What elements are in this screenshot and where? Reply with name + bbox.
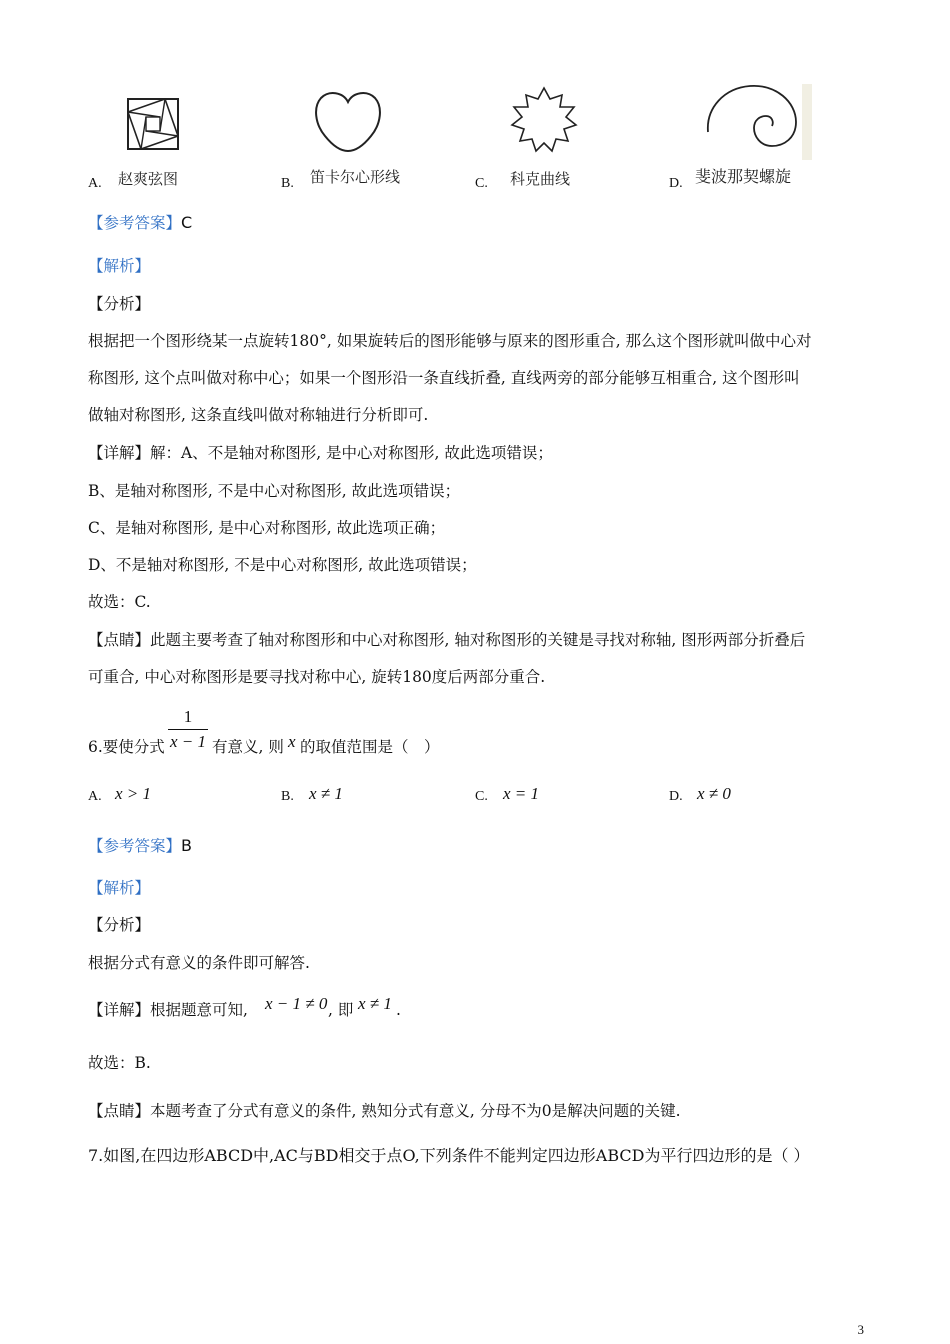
- q5-dianjing-line-2: 可重合, 中心对称图形是要寻找对称中心, 旋转180度后两部分重合.: [88, 668, 546, 686]
- fraction-denominator: x − 1: [169, 732, 207, 751]
- page-number: 3: [857, 1322, 864, 1337]
- answer-label: 【参考答案】: [88, 214, 182, 232]
- q6-option-c-expr: x = 1: [503, 784, 540, 803]
- q6-jiexi: 【解析】: [88, 879, 151, 897]
- answer-value: C: [181, 213, 193, 232]
- q6-detail-expr-1: x − 1 ≠ 0: [265, 994, 328, 1013]
- fraction-numerator: 1: [183, 707, 193, 726]
- q6-option-b-expr: x ≠ 1: [309, 784, 343, 803]
- q6-option-b-letter: B.: [281, 789, 294, 804]
- q5-detail-line-4: D、不是轴对称图形, 不是中心对称图形, 故此选项错误；: [88, 556, 477, 574]
- q6-option-d-expr: x ≠ 0: [697, 784, 731, 803]
- q6-stem-suffix: 的取值范围是（ ）: [300, 738, 440, 756]
- q6-stem-prefix: 6.要使分式: [88, 738, 165, 756]
- q6-stem-var: x: [288, 732, 296, 751]
- q6-option-a-expr: x > 1: [115, 784, 152, 803]
- q5-answer: [88, 213, 192, 233]
- figure-fibonacci-spiral: [698, 80, 812, 160]
- q6-fraction: [168, 707, 208, 752]
- q5-detail-line-3: C、是轴对称图形, 是中心对称图形, 故此选项正确；: [88, 519, 446, 537]
- answer-value: B: [181, 836, 192, 855]
- q5-fenxi-line-3: 做轴对称图形, 这条直线叫做对称轴进行分析即可.: [88, 406, 429, 424]
- q5-fenxi-heading: 【分析】: [88, 295, 151, 313]
- figure-cardioid: [313, 88, 383, 154]
- q6-option-a-letter: A.: [88, 789, 102, 804]
- q6-choose: 故选：B.: [88, 1054, 151, 1072]
- q6-detail-expr-2: x ≠ 1: [358, 994, 392, 1013]
- q5-option-c-letter: C.: [475, 176, 488, 191]
- q5-option-b-letter: B.: [281, 176, 294, 191]
- q5-detail-line-1: 【详解】解：A、不是轴对称图形, 是中心对称图形, 故此选项错误；: [88, 444, 553, 462]
- fraction-bar: [168, 729, 208, 730]
- q5-detail-line-2: B、是轴对称图形, 不是中心对称图形, 故此选项错误；: [88, 482, 461, 500]
- q6-option-c-letter: C.: [475, 789, 488, 804]
- q6-answer: [88, 836, 192, 856]
- q6-stem-mid: 有意义, 则: [212, 738, 284, 756]
- q6-detail-prefix: 【详解】根据题意可知,: [88, 1001, 248, 1019]
- q6-detail-mid: , 即: [328, 1001, 354, 1019]
- q5-fenxi-line-1: 根据把一个图形绕某一点旋转180°, 如果旋转后的图形能够与原来的图形重合, 那么这个图形就叫做中心对: [88, 332, 812, 350]
- q5-jiexi: 【解析】: [88, 257, 151, 275]
- q5-dianjing-line-1: 【点睛】此题主要考查了轴对称图形和中心对称图形, 轴对称图形的关键是寻找对称轴, 图形两部分折叠后: [88, 631, 806, 649]
- answer-label: 【参考答案】: [88, 837, 182, 855]
- q5-fenxi-line-2: 称图形, 这个点叫做对称中心；如果一个图形沿一条直线折叠, 直线两旁的部分能够互相重合, 这个图形叫: [88, 369, 800, 387]
- q6-fenxi-text: 根据分式有意义的条件即可解答.: [88, 954, 310, 972]
- q6-detail-end: .: [396, 1001, 401, 1019]
- q7-stem: 7.如图,在四边形ABCD中,AC与BD相交于点O,下列条件不能判定四边形ABCD为平行四边形的是（ ）: [88, 1146, 810, 1165]
- figure-zhao-shuang: [125, 96, 181, 152]
- q5-option-b-caption: 笛卡尔心形线: [310, 168, 401, 186]
- q6-dianjing: 【点睛】本题考查了分式有意义的条件, 熟知分式有意义, 分母不为0是解决问题的关键.: [88, 1102, 681, 1120]
- q6-option-d-letter: D.: [669, 789, 683, 804]
- q5-option-a-letter: A.: [88, 176, 102, 191]
- q6-fenxi-heading: 【分析】: [88, 916, 151, 934]
- q5-option-c-caption: 科克曲线: [510, 170, 571, 188]
- q5-option-d-caption: 斐波那契螺旋: [695, 167, 792, 186]
- q5-detail-line-5: 故选：C.: [88, 593, 151, 611]
- figure-koch-snowflake: [508, 82, 580, 158]
- q5-option-a-caption: 赵爽弦图: [118, 170, 179, 188]
- q5-option-d-letter: D.: [669, 176, 683, 191]
